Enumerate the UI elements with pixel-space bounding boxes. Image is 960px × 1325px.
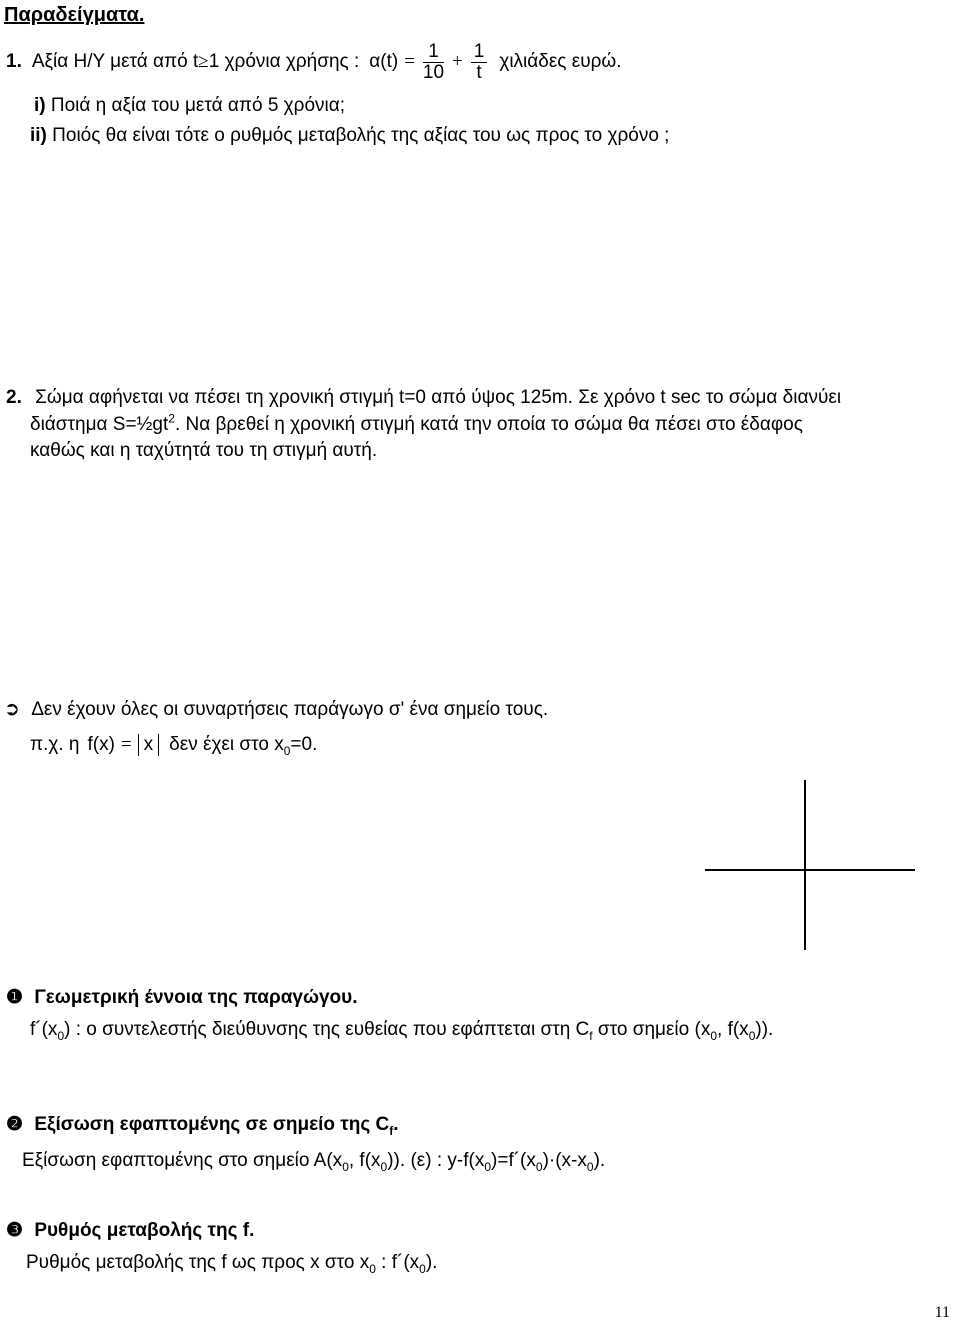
example-2-text-1: Σώμα αφήνεται να πέσει τη χρονική στιγμή t=0 από ύψος 125m. Σε χρόνο t sec το σώμα διανύει: [35, 387, 842, 408]
plus-sign: +: [452, 51, 463, 72]
note-line: [4, 698, 548, 721]
unit-text: χιλιάδες ευρώ.: [499, 51, 622, 72]
note-example: [30, 732, 317, 758]
fraction-1-denominator: 10: [422, 61, 445, 83]
question-i-text: Ποιά η αξία του μετά από 5 χρόνια;: [50, 95, 345, 116]
question-i-label: i): [34, 95, 46, 116]
question-ii-label: ii): [30, 125, 47, 146]
fraction-2: [471, 42, 488, 83]
axes-sketch: [700, 775, 920, 955]
section-2-heading: [6, 1113, 399, 1136]
question-ii-text: Ποιός θα είναι τότε ο ρυθμός μεταβολής της αξίας του ως προς το χρόνο ;: [52, 125, 670, 146]
subscript-zero: 0: [283, 743, 291, 758]
section-3-title: Ρυθμός μεταβολής της f.: [34, 1220, 255, 1241]
section-2-text: Εξίσωση εφαπτομένης στο σημείο $A(x_0$, $f(x_0)$). (ε) : $y-f(x_0)=f´(x_0)\cdot(x-x_0)$.: [22, 1150, 606, 1174]
fraction-2-denominator: t: [476, 61, 482, 83]
example-2-line-2: [30, 411, 803, 436]
fraction-2-numerator: 1: [471, 42, 488, 63]
example-1-line: [6, 40, 622, 84]
function-name: α(t): [369, 51, 399, 72]
example-2-line-1: [6, 387, 841, 409]
fraction-1: [423, 42, 444, 83]
page-number: 11: [934, 1304, 950, 1321]
note-example-suffix: δεν έχει στο $x_0=0$.: [169, 734, 318, 758]
example-2-text-2a: διάστημα S=½gt: [30, 414, 169, 435]
example-1-text: Αξία Η/Υ μετά από t: [31, 51, 199, 72]
fraction-1-numerator: 1: [423, 42, 444, 63]
example-1-number: 1.: [6, 51, 22, 72]
example-2-line-3: καθώς και η ταχύτητά του τη στιγμή αυτή.: [30, 440, 378, 461]
exponent: 2: [168, 411, 175, 426]
page-heading: Παραδείγματα.: [4, 4, 145, 26]
section-1-heading: [6, 986, 358, 1009]
absolute-value: x: [138, 734, 160, 756]
note-example-func: f(x): [87, 734, 115, 755]
note-text: Δεν έχουν όλες οι συναρτήσεις παράγωγο σ' ένα σημείο τους.: [31, 699, 549, 720]
question-i: [34, 95, 345, 117]
section-3-marker: ❸: [6, 1220, 24, 1241]
example-2-text-2b: . Να βρεθεί η χρονική στιγμή κατά την οποία το σώμα θα πέσει στο έδαφος: [174, 414, 803, 435]
geq-symbol: ≥: [198, 51, 209, 72]
note-equals-sign: =: [120, 734, 132, 755]
example-2-number: 2.: [6, 387, 22, 408]
section-3-text: Ρυθμός μεταβολής της f ως προς x στο $x_0$ : $f´(x_0)$.: [26, 1252, 438, 1276]
section-1-title: Γεωμετρική έννοια της παραγώγου.: [34, 987, 358, 1008]
equals-sign: =: [404, 51, 415, 72]
section-2-marker: ❷: [6, 1114, 24, 1135]
section-2-title: Εξίσωση εφαπτομένης σε σημείο της $C_f$.: [34, 1114, 399, 1138]
question-ii: [30, 125, 669, 147]
section-1-text: $f´(x_0)$ : ο συντελεστής διεύθυνσης της ευθείας που εφάπτεται στη $C_f$ στο σημείο ($x_0$, $f(x_0)$).: [30, 1019, 774, 1043]
section-3-heading: [6, 1219, 254, 1242]
note-example-prefix: π.χ. η: [30, 734, 80, 755]
section-1-marker: ❶: [6, 987, 24, 1008]
example-1-text-cont: 1 χρόνια χρήσης :: [208, 51, 360, 72]
arrow-icon: ➲: [4, 699, 20, 720]
